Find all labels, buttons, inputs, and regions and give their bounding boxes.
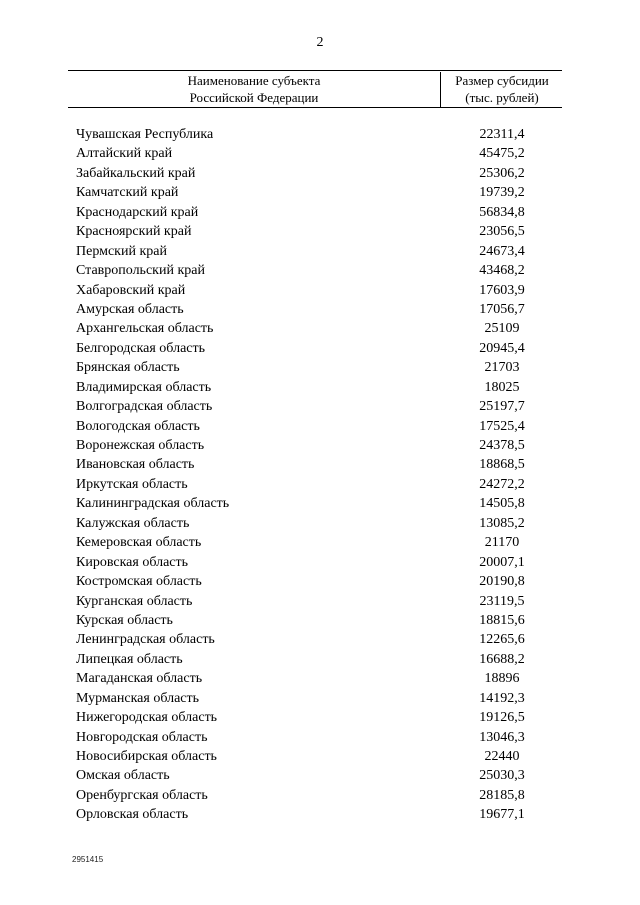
table-row — [0, 533, 640, 552]
subject-name: Кемеровская область — [76, 535, 202, 551]
table-header — [68, 70, 562, 108]
subsidy-value: 22440 — [484, 749, 520, 764]
subsidy-value: 21170 — [484, 535, 520, 551]
table-row — [0, 553, 640, 572]
subject-name: Костромская область — [76, 574, 202, 590]
table-row — [0, 164, 640, 183]
header-subsidy-amount — [440, 72, 563, 107]
subject-name: Иркутская область — [76, 476, 188, 492]
table-row — [0, 203, 640, 222]
table-row — [0, 281, 640, 300]
subject-name: Архангельская область — [76, 321, 214, 337]
subject-name: Чувашская Республика — [76, 127, 214, 142]
table-row — [0, 417, 640, 436]
subject-name: Белгородская область — [76, 340, 206, 356]
subject-name: Оренбургская область — [76, 787, 208, 803]
subject-name: Курганская область — [76, 593, 193, 609]
subject-name: Мурманская область — [76, 690, 200, 706]
table-row — [0, 689, 640, 708]
subject-name: Новгородская область — [76, 729, 208, 745]
subsidy-value: 25306,2 — [479, 165, 525, 181]
header-subject-name-line2: Российской Федерации — [189, 90, 319, 105]
subsidy-value: 24673,4 — [479, 243, 525, 259]
subsidy-value: 13085,2 — [479, 515, 525, 531]
table-row — [0, 378, 640, 397]
subject-name: Воронежская область — [76, 438, 205, 453]
subsidy-value: 18896 — [484, 671, 520, 687]
subsidy-value: 17525,4 — [479, 418, 525, 434]
table-row — [0, 475, 640, 494]
document-code: 2951415 — [72, 855, 104, 864]
subject-name: Калининградская область — [76, 496, 230, 512]
subsidy-value: 18025 — [484, 379, 520, 395]
table-row — [0, 300, 640, 319]
subject-name: Хабаровский край — [76, 282, 186, 298]
table-row — [0, 514, 640, 533]
subject-name: Брянская область — [76, 360, 180, 376]
subsidy-value: 56834,8 — [479, 204, 525, 220]
subsidy-value: 25197,7 — [479, 399, 525, 415]
subject-name: Алтайский край — [76, 146, 173, 162]
subject-name: Кировская область — [76, 554, 189, 570]
header-subsidy-amount-line2: (тыс. рублей) — [465, 90, 539, 105]
subsidy-value: 20945,4 — [479, 340, 525, 356]
table-row — [0, 144, 640, 163]
subsidy-value: 17603,9 — [479, 282, 525, 298]
subject-name: Калужская область — [76, 515, 190, 531]
subsidy-value: 18815,6 — [479, 612, 525, 628]
subsidy-value: 12265,6 — [479, 632, 525, 648]
table-row — [0, 319, 640, 338]
table-row — [0, 728, 640, 747]
subsidy-value: 14505,8 — [479, 496, 525, 512]
subject-name: Амурская область — [76, 301, 184, 317]
subsidy-value: 20007,1 — [479, 554, 525, 570]
subject-name: Красноярский край — [76, 224, 192, 240]
table-row — [0, 805, 640, 824]
subject-name: Волгоградская область — [76, 399, 213, 415]
header-subsidy-amount-line1: Размер субсидии — [455, 73, 549, 88]
table-row — [0, 708, 640, 727]
subsidy-value: 19739,2 — [479, 185, 525, 201]
table-row — [0, 669, 640, 688]
subsidy-value: 16688,2 — [479, 651, 525, 667]
subsidy-value: 23056,5 — [479, 224, 525, 240]
subject-name: Владимирская область — [76, 379, 212, 395]
subsidy-value: 25109 — [484, 321, 520, 337]
table-row — [0, 630, 640, 649]
subject-name: Камчатский край — [76, 185, 179, 201]
subsidy-value: 19126,5 — [479, 710, 525, 726]
table-body — [0, 125, 640, 825]
subsidy-value: 22311,4 — [479, 127, 525, 142]
table-row — [0, 766, 640, 785]
subsidy-value: 43468,2 — [479, 263, 525, 279]
table-row — [0, 747, 640, 766]
subsidy-value: 45475,2 — [479, 146, 525, 162]
subsidy-value: 23119,5 — [479, 593, 525, 609]
subject-name: Ивановская область — [76, 457, 195, 473]
header-subject-name-line1: Наименование субъекта — [187, 73, 321, 88]
header-subject-name — [68, 72, 440, 106]
subsidy-value: 17056,7 — [479, 301, 525, 317]
subject-name: Орловская область — [76, 807, 189, 823]
subject-name: Нижегородская область — [76, 710, 218, 726]
table-row — [0, 261, 640, 280]
subsidy-value: 24378,5 — [479, 438, 525, 453]
table-row — [0, 786, 640, 805]
subject-name: Омская область — [76, 768, 170, 784]
subject-name: Забайкальский край — [76, 165, 196, 181]
subsidy-value: 20190,8 — [479, 574, 525, 590]
table-row — [0, 242, 640, 261]
table-row — [0, 358, 640, 377]
subject-name: Липецкая область — [76, 651, 183, 667]
subsidy-value: 21703 — [484, 360, 520, 376]
table-row — [0, 222, 640, 241]
subject-name: Пермский край — [76, 243, 167, 259]
table-row — [0, 455, 640, 474]
table-row — [0, 611, 640, 630]
table-row — [0, 436, 640, 455]
table-row — [0, 125, 640, 144]
table-row — [0, 339, 640, 358]
subject-name: Вологодская область — [76, 418, 200, 434]
subsidy-value: 19677,1 — [479, 807, 525, 823]
subject-name: Ставропольский край — [76, 263, 205, 279]
subject-name: Курская область — [76, 612, 173, 628]
subsidy-value: 18868,5 — [479, 457, 525, 473]
subject-name: Новосибирская область — [76, 749, 217, 764]
subject-name: Ленинградская область — [76, 632, 215, 648]
subject-name: Краснодарский край — [76, 204, 199, 220]
table-row — [0, 183, 640, 202]
subsidy-value: 14192,3 — [479, 690, 525, 706]
subsidy-value: 24272,2 — [479, 476, 525, 492]
table-row — [0, 572, 640, 591]
table-row — [0, 592, 640, 611]
subsidy-value: 25030,3 — [479, 768, 525, 784]
table-row — [0, 650, 640, 669]
subsidy-value: 13046,3 — [479, 729, 525, 745]
table-row — [0, 494, 640, 513]
subject-name: Магаданская область — [76, 671, 203, 687]
table-row — [0, 397, 640, 416]
page-number: 2 — [316, 35, 324, 50]
subsidy-value: 28185,8 — [479, 787, 525, 803]
